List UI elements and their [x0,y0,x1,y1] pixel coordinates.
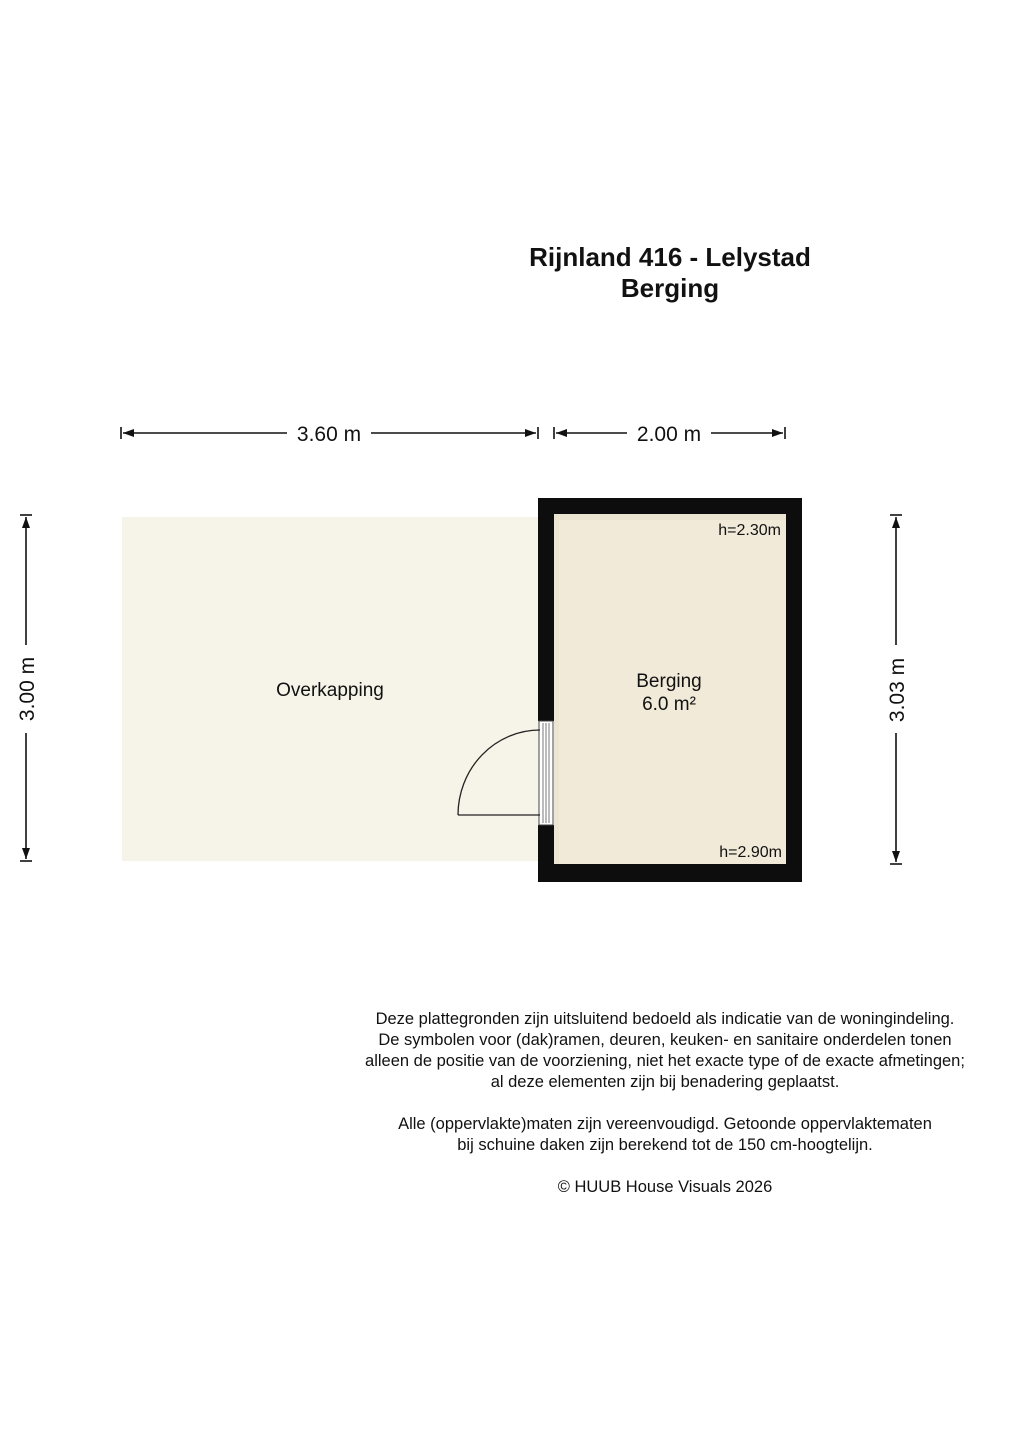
room-label-overkapping: Overkapping [276,680,384,701]
disclaimer-line: Alle (oppervlakte)maten zijn vereenvoudigd. Getoonde oppervlaktematen [398,1115,932,1133]
disclaimer-line: alleen de positie van de voorziening, niet het exacte type of de exacte afmetingen; [365,1052,965,1070]
dimension-label-berging-depth: 3.03 m [886,657,909,723]
disclaimer-line: Deze plattegronden zijn uitsluitend bedoeld als indicatie van de woningindeling. [375,1010,955,1028]
disclaimer-line: al deze elementen zijn bij benadering geplaatst. [490,1073,840,1091]
plan-title-floor: Berging [620,273,720,303]
dimension-label-berging-width: 2.00 m [636,423,702,446]
ceiling-height-top: h=2.30m [718,522,781,539]
disclaimer [315,1009,1015,1198]
dimension-label-overkapping-depth: 3.00 m [16,656,39,722]
plan-title-address: Rijnland 416 - Lelystad [529,242,811,272]
disclaimer-line: bij schuine daken zijn berekend tot de 150 cm-hoogtelijn. [457,1136,873,1154]
dimension-label-overkapping-width: 3.60 m [296,423,362,446]
copyright: © HUUB House Visuals 2026 [557,1178,773,1196]
room-label-berging: Berging [636,671,702,692]
disclaimer-line: De symbolen voor (dak)ramen, deuren, keuken- en sanitaire onderdelen tonen [378,1031,952,1049]
ceiling-height-bottom: h=2.90m [719,844,782,861]
room-area-berging: 6.0 m² [642,694,696,715]
